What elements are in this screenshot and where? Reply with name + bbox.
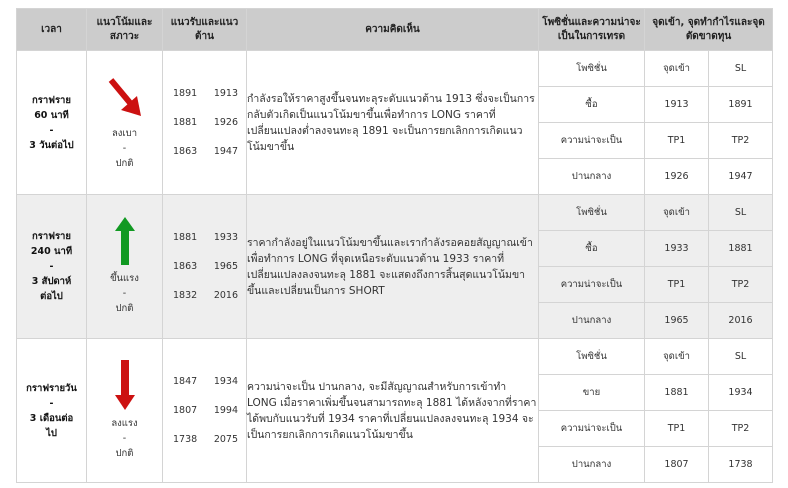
label-probability: ความน่าจะเป็น [539,411,645,447]
label-tp2: TP2 [709,123,773,159]
support-level: 1807 [173,405,198,416]
forecast-table [16,8,773,483]
period-line: กราฟราย [32,94,71,106]
tp2-value: 1738 [709,447,773,483]
label-tp1: TP1 [645,267,709,303]
arrow-down-right-icon [105,74,145,120]
levels-cell [163,51,247,195]
label-sl: SL [709,51,773,87]
period-line: 240 นาที [30,246,73,257]
label-sl: SL [709,339,773,375]
tp1-value: 1807 [645,447,709,483]
resistance-level: 2016 [213,290,238,301]
resistance-level: 1913 [213,88,238,99]
label-sl: SL [709,195,773,231]
probability-value: ปานกลาง [539,303,645,339]
level-pair [163,137,246,166]
levels-cell [163,195,247,339]
position-value: ซื้อ [539,87,645,123]
tp1-value: 1965 [645,303,709,339]
label-tp1: TP1 [645,123,709,159]
forecast-group-60min [17,51,773,195]
header-entry: จุดเข้า, จุดทำกำไรและจุดตัดขาดทุน [645,9,773,51]
period-line: กราฟรายวัน [26,382,77,394]
header-trend: แนวโน้มและสภาวะ [87,9,163,51]
support-level: 1881 [173,232,198,243]
entry-value: 1881 [645,375,709,411]
sl-value: 1881 [709,231,773,267]
level-pair [163,79,246,108]
label-entry: จุดเข้า [645,195,709,231]
resistance-level: 1933 [213,232,238,243]
arrow-up-icon [115,217,135,265]
trend-cell [87,195,163,339]
support-level: 1891 [173,88,198,99]
trend-line: ปกติ [115,448,134,459]
entry-value: 1933 [645,231,709,267]
comment-cell: กำลังรอให้ราคาสูงขึ้นจนทะลุระดับแนวต้าน 1913 ซึ่งจะเป็นการกลับตัวเกิดเป็นแนวโน้มขาขึ้นเพื่อทำการ LONG ราคาที่เปลี่ยนแปลงต่ำลงจนทะลุ 1891 จะเป็นการยกเลิกการเกิดแนวโน้มขาขึ้น [247,51,539,195]
label-position: โพซิชั่น [539,51,645,87]
trend-line: - [122,288,127,299]
sl-value: 1934 [709,375,773,411]
period-cell [17,339,87,483]
header-comment: ความคิดเห็น [247,9,539,51]
comment-cell: ราคากำลังอยู่ในแนวโน้มขาขึ้นและเรากำลังรอคอยสัญญาณเข้าเพื่อทำการ LONG ที่จุดเหนือระดับแนวต้าน 1933 ราคาที่เปลี่ยนแปลงลงจนทะลุ 1881 จะแสดงถึงการสิ้นสุดแนวโน้มขาขึ้นและเปลี่ยนเป็นการ SHORT [247,195,539,339]
period-line: ต่อไป [40,291,63,302]
entry-value: 1913 [645,87,709,123]
level-pair [163,281,246,310]
label-tp1: TP1 [645,411,709,447]
probability-value: ปานกลาง [539,159,645,195]
support-level: 1881 [173,117,198,128]
forecast-group-daily [17,339,773,483]
probability-value: ปานกลาง [539,447,645,483]
trend-line: - [122,433,127,444]
label-position: โพซิชั่น [539,195,645,231]
position-value: ซื้อ [539,231,645,267]
tp2-value: 2016 [709,303,773,339]
table-row [17,51,773,87]
period-line: กราฟราย [32,231,71,242]
label-probability: ความน่าจะเป็น [539,123,645,159]
level-pair [163,367,246,396]
label-probability: ความน่าจะเป็น [539,267,645,303]
table-row [17,339,773,375]
support-level: 1863 [173,146,198,157]
arrow-down-icon [115,360,135,410]
period-line: 60 นาที [34,109,69,121]
label-tp2: TP2 [709,267,773,303]
position-value: ขาย [539,375,645,411]
support-level: 1847 [173,376,198,387]
trend-line: - [122,143,127,154]
support-level: 1832 [173,290,198,301]
trend-cell [87,339,163,483]
level-pair [163,396,246,425]
period-line: - [49,261,54,272]
trend-line: ลงแรง [111,418,138,429]
levels-cell [163,339,247,483]
resistance-level: 1926 [213,117,238,128]
label-position: โพซิชั่น [539,339,645,375]
resistance-level: 1994 [213,405,238,416]
resistance-level: 1947 [213,146,238,157]
resistance-level: 2075 [213,434,238,445]
trend-cell [87,51,163,195]
trend-line: ลงเบา [111,128,138,139]
label-tp2: TP2 [709,411,773,447]
trend-line: ขึ้นแรง [110,273,139,284]
level-pair [163,108,246,137]
header-row [17,9,773,51]
tp1-value: 1926 [645,159,709,195]
support-level: 1863 [173,261,198,272]
period-line: 3 เดือนต่อ [29,412,74,424]
period-line: ไป [46,427,57,439]
period-cell [17,51,87,195]
comment-cell: ความน่าจะเป็น ปานกลาง, จะมีสัญญาณสำหรับการเข้าทำ LONG เมื่อราคาเพิ่มขึ้นจนสามารถทะลุ 1881 ได้หลังจากที่ราคาได้พบกับแนวรับที่ 1934 ราคาที่เปลี่ยนแปลงลงจนทะลุ 1934 จะเป็นการยกเลิกการเกิดแนวโน้มขาขึ้น [247,339,539,483]
forecast-group-240min [17,195,773,339]
tp2-value: 1947 [709,159,773,195]
level-pair [163,223,246,252]
period-line: 3 สัปดาห์ [31,276,72,287]
level-pair [163,252,246,281]
header-position: โพซิชั่นและความน่าจะเป็นในการเทรด [539,9,645,51]
level-pair [163,425,246,454]
header-period: เวลา [17,9,87,51]
label-entry: จุดเข้า [645,339,709,375]
label-entry: จุดเข้า [645,51,709,87]
table-row [17,195,773,231]
support-level: 1738 [173,434,198,445]
period-cell [17,195,87,339]
sl-value: 1891 [709,87,773,123]
period-line: 3 วันต่อไป [29,139,74,151]
resistance-level: 1934 [213,376,238,387]
trend-line: ปกติ [115,303,134,314]
resistance-level: 1965 [213,261,238,272]
period-line: - [49,124,54,136]
period-line: - [49,397,54,409]
header-levels: แนวรับและแนวต้าน [163,9,247,51]
trend-line: ปกติ [115,158,134,169]
